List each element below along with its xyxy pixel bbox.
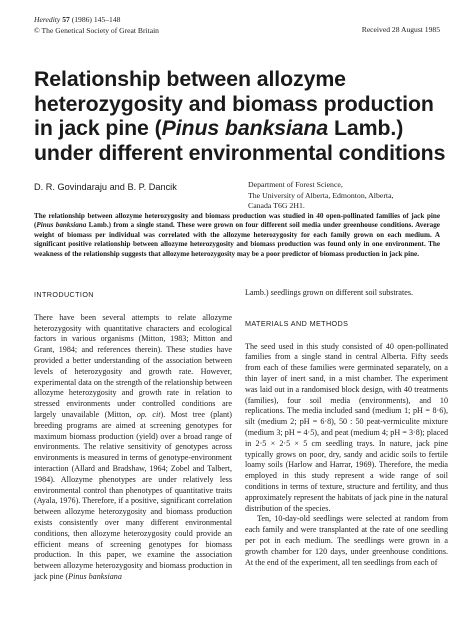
abstract-text2: Lamb.) from a single stand. These were grown on four different soil media under greenhouse conditions. Average weight of biomass per individual was correlated with the allozyme heterozygosity for each family grown on each medium. A significant positive relationship between allozyme heterozygosity and biomass production was found only in one environment. The weakness of the relationship suggests that allozyme heterozygosity may be a poor predictor of biomass production in jack pine. — [34, 221, 440, 258]
title-species: Pinus banksiana — [161, 116, 329, 140]
methods-paragraph-2: Ten, 10-day-old seedlings were selected at random from each family and were transplanted at the rate of one seedling per pot in each medium. The seedlings were grown in a growth chamber for 120 days, under greenhouse conditions. At the end of the experiment, all ten seedlings from each of — [245, 514, 448, 567]
copyright-line: © The Genetical Society of Great Britain — [34, 26, 159, 35]
journal-volume-line — [34, 14, 159, 25]
affiliation — [248, 180, 448, 212]
right-column — [245, 288, 448, 568]
title-part2: Lamb.) under different environmental conditions — [34, 116, 446, 165]
received-date: Received 28 August 1985 — [361, 25, 440, 34]
intro-text-b: ). Most tree (plant) breeding programs are aimed at screening genotypes for maximum biomass production (yield) over a broad range of environments. The relative sensitivity of genotypes across environments is measured in terms of genotype-environment interaction (Allard and Bradshaw, 1964; Zobel and Talbert, 1984). Allozyme phenotypes are under relatively less environmental control than phenotypes of quantitative traits (Ayala, 1976). Therefore, if a positive, significant correlation between allozyme heterozygosity and biomass production exists consistently over many different environmental conditions, then allozyme heterozygosity could provide an efficient means of screening genotypes for biomass production. In this paper, we examine the association between allozyme heterozygosity and biomass production in jack pine ( — [34, 409, 232, 581]
abstract-text1: The relationship between allozyme heterozygosity and biomass production was studied in 40 open-pollinated families of jack pine ( — [34, 212, 440, 230]
journal-name: Heredity — [34, 15, 61, 24]
affiliation-line1: Department of Forest Science, — [248, 180, 343, 189]
affiliation-line3: Canada T6G 2H1. — [248, 201, 305, 211]
affiliation-line2: The University of Alberta, Edmonton, Alberta, — [248, 190, 394, 200]
left-column — [34, 288, 232, 583]
intro-species: Pinus banksiana — [68, 571, 122, 581]
abstract — [34, 212, 440, 259]
introduction-heading: INTRODUCTION — [34, 290, 94, 299]
journal-volume: 57 — [62, 15, 70, 24]
title-part1: Relationship between allozyme heterozygosity and biomass production in jack pine ( — [34, 67, 434, 140]
methods-paragraph-1: The seed used in this study consisted of 40 open-pollinated families from a single stand in central Alberta. Fifty seeds from each of these families were germinated separately, on a thin layer of inert sand, in a mist chamber. The experiment was laid out in a randomised block design, with 40 treatments (families), four soil media (environments), and 10 replications. The media included sand (medium 1; pH = 8·6), silt (medium 2; pH = 6·8), 50 : 50 peat-vermiculite mixture (medium 3; pH = 4·5), and peat (medium 4; pH = 3·8); placed in 2·5 × 2·5 × 5 cm seedling trays. In nature, jack pine typically grows on poor, dry, sandy and acidic soils to fertile loamy soils (Harlow and Harrar, 1969). Therefore, the media employed in this study represent a wide range of soil conditions in terms of texture, structure and fertility, and thus approximately represent the habitats of jack pine in the natural distribution of the species. — [245, 341, 448, 513]
journal-citation — [34, 14, 159, 36]
intro-text-a: There have been several attempts to relate allozyme heterozygosity with quantitative characters and ecological factors in various organisms (Mitton, 1983; Mitton and Grant, 1984; and references therein). These studies have provided a better understanding of the association between levels of heterozygosity and growth rate. However, experimental data on the strength of the relationship between allozyme heterozygosity and growth rate in relation to stressed environments under controlled conditions are largely unavailable (Mitton, — [34, 312, 232, 419]
authors: D. R. Govindaraju and B. P. Dancik — [34, 182, 177, 192]
introduction-continuation: Lamb.) seedlings grown on different soil substrates. — [245, 288, 413, 297]
paper-title — [34, 67, 454, 165]
journal-year-pages: (1986) 145–148 — [69, 15, 121, 24]
methods-heading: MATERIALS AND METHODS — [245, 318, 349, 328]
abstract-species: Pinus banksiana — [36, 221, 87, 230]
introduction-paragraph — [34, 313, 232, 583]
intro-op-cit: op. cit — [136, 409, 161, 419]
